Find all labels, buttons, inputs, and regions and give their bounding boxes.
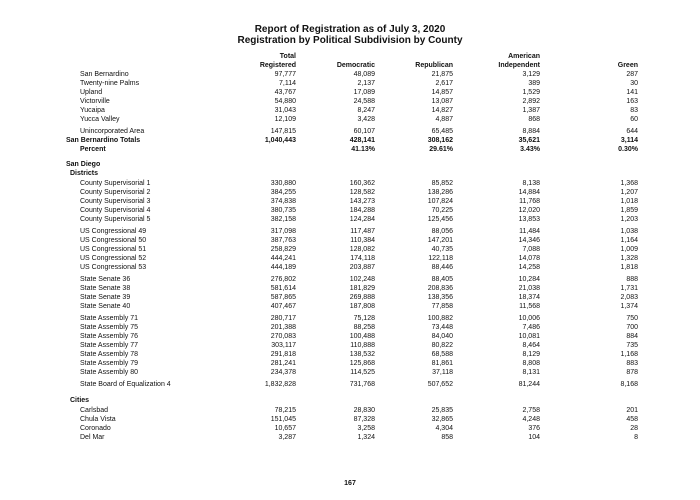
- cell-total-registered: 3,287: [278, 434, 296, 441]
- cell-total-registered: 147,815: [270, 128, 296, 135]
- cell-green: 141: [626, 89, 638, 96]
- cell-american-independent: 81,244: [518, 381, 540, 388]
- cell-republican: 70,225: [431, 207, 453, 214]
- cell-american-independent: 868: [528, 116, 540, 123]
- cell-democratic: 24,588: [353, 98, 375, 105]
- cell-republican: 88,405: [431, 276, 453, 283]
- page-number: 167: [344, 480, 356, 487]
- cell-republican: 4,304: [435, 425, 453, 432]
- cell-total-registered: 407,467: [270, 303, 296, 310]
- cell-democratic: 87,328: [353, 416, 375, 423]
- cell-democratic: 110,888: [350, 342, 375, 349]
- cell-republican: 2,617: [435, 80, 453, 87]
- row-label: Del Mar: [80, 434, 105, 441]
- cell-democratic: 110,384: [350, 237, 375, 244]
- row-label: Twenty-nine Palms: [80, 80, 140, 87]
- row-label: US Congressional 50: [80, 237, 147, 244]
- table-row: [0, 106, 700, 115]
- table-row: [0, 293, 700, 302]
- cell-total-registered: 382,158: [270, 216, 296, 223]
- cell-american-independent: 3.43%: [520, 146, 540, 153]
- cell-american-independent: 10,284: [518, 276, 540, 283]
- cell-democratic: 181,829: [349, 285, 375, 292]
- cell-total-registered: 444,189: [270, 264, 296, 271]
- table-row: [0, 359, 700, 368]
- row-label: Districts: [70, 170, 99, 177]
- cell-republican: 21,875: [431, 71, 453, 78]
- cell-republican: 858: [441, 434, 453, 441]
- cell-total-registered: 234,378: [270, 369, 296, 376]
- cell-american-independent: 14,346: [518, 237, 540, 244]
- table-row: [0, 88, 700, 97]
- row-label: Percent: [80, 146, 106, 153]
- row-label: State Assembly 78: [80, 351, 138, 358]
- cell-democratic: 3,428: [357, 116, 375, 123]
- cell-democratic: 124,284: [349, 216, 375, 223]
- cell-republican: 138,356: [427, 294, 453, 301]
- cell-republican: 507,652: [427, 381, 453, 388]
- table-row: [0, 79, 700, 88]
- cell-total-registered: 330,880: [270, 180, 296, 187]
- table-row: [0, 236, 700, 245]
- cell-green: 735: [626, 342, 638, 349]
- cell-total-registered: 1,040,443: [264, 137, 296, 144]
- cell-democratic: 75,128: [353, 315, 375, 322]
- report-subtitle: Registration by Political Subdivision by County: [237, 35, 463, 46]
- cell-total-registered: 258,829: [270, 246, 296, 253]
- header-green: Green: [617, 62, 638, 69]
- cell-democratic: 731,768: [349, 381, 375, 388]
- cell-republican: 73,448: [431, 324, 453, 331]
- row-label: Carlsbad: [80, 407, 109, 414]
- row-label: State Assembly 80: [80, 369, 138, 376]
- cell-green: 1,328: [620, 255, 638, 262]
- cell-total-registered: 587,865: [270, 294, 296, 301]
- cell-republican: 37,118: [432, 369, 453, 376]
- cell-democratic: 48,089: [353, 71, 375, 78]
- cell-green: 1,731: [620, 285, 638, 292]
- cell-green: 1,207: [620, 189, 638, 196]
- row-label: County Supervisorial 2: [80, 189, 151, 196]
- cell-total-registered: 581,614: [270, 285, 296, 292]
- cell-american-independent: 11,768: [519, 198, 540, 205]
- cell-total-registered: 276,802: [270, 276, 296, 283]
- cell-green: 1,168: [620, 351, 638, 358]
- table-row: [0, 396, 700, 405]
- cell-democratic: 203,887: [349, 264, 375, 271]
- row-label: State Assembly 75: [80, 324, 138, 331]
- row-label: County Supervisorial 1: [80, 180, 151, 187]
- cell-green: 0.30%: [618, 146, 638, 153]
- row-label: State Senate 40: [80, 303, 131, 310]
- cell-democratic: 174,118: [350, 255, 375, 262]
- table-row: [0, 350, 700, 359]
- cell-democratic: 125,868: [349, 360, 375, 367]
- cell-democratic: 28,830: [353, 407, 375, 414]
- cell-total-registered: 201,388: [270, 324, 296, 331]
- cell-democratic: 114,525: [350, 369, 375, 376]
- cell-total-registered: 380,735: [270, 207, 296, 214]
- cell-green: 878: [626, 369, 638, 376]
- table-row: [0, 206, 700, 215]
- row-label: US Congressional 49: [80, 228, 147, 235]
- row-label: State Senate 39: [80, 294, 131, 301]
- cell-american-independent: 8,138: [522, 180, 540, 187]
- cell-american-independent: 4,248: [522, 416, 540, 423]
- cell-democratic: 102,248: [349, 276, 375, 283]
- row-label: US Congressional 53: [80, 264, 147, 271]
- cell-green: 458: [626, 416, 638, 423]
- row-label: US Congressional 52: [80, 255, 147, 262]
- row-label: Yucca Valley: [80, 116, 120, 123]
- cell-democratic: 428,141: [349, 137, 375, 144]
- cell-green: 287: [626, 71, 638, 78]
- table-row: [0, 160, 700, 169]
- row-label: Upland: [80, 89, 103, 96]
- cell-total-registered: 54,880: [274, 98, 296, 105]
- cell-green: 1,368: [620, 180, 638, 187]
- cell-total-registered: 10,657: [274, 425, 296, 432]
- cell-green: 8,168: [620, 381, 638, 388]
- row-label: Chula Vista: [80, 416, 116, 423]
- cell-democratic: 3,258: [357, 425, 375, 432]
- table-row: [0, 179, 700, 188]
- cell-total-registered: 78,215: [274, 407, 296, 414]
- cell-republican: 13,087: [431, 98, 453, 105]
- cell-american-independent: 8,884: [522, 128, 540, 135]
- cell-democratic: 117,487: [350, 228, 375, 235]
- cell-green: 700: [626, 324, 638, 331]
- cell-democratic: 8,247: [357, 107, 375, 114]
- cell-american-independent: 1,387: [522, 107, 540, 114]
- cell-democratic: 41.13%: [351, 146, 375, 153]
- header-american-independent: American Independent: [498, 53, 540, 69]
- cell-american-independent: 11,568: [519, 303, 540, 310]
- cell-republican: 80,822: [431, 342, 453, 349]
- cell-total-registered: 151,045: [270, 416, 296, 423]
- cell-republican: 77,858: [431, 303, 453, 310]
- cell-democratic: 60,107: [353, 128, 375, 135]
- cell-total-registered: 270,083: [270, 333, 296, 340]
- cell-democratic: 17,089: [353, 89, 375, 96]
- cell-total-registered: 374,838: [270, 198, 296, 205]
- cell-democratic: 138,532: [349, 351, 375, 358]
- table-row: [0, 263, 700, 272]
- cell-american-independent: 12,020: [518, 207, 540, 214]
- cell-total-registered: 1,832,828: [264, 381, 296, 388]
- row-label: State Assembly 79: [80, 360, 138, 367]
- cell-green: 1,018: [620, 198, 638, 205]
- row-label: Unincorporated Area: [80, 128, 145, 135]
- cell-republican: 32,865: [431, 416, 453, 423]
- cell-green: 28: [630, 425, 638, 432]
- cell-american-independent: 7,486: [522, 324, 540, 331]
- table-row: [0, 254, 700, 263]
- cell-american-independent: 376: [528, 425, 540, 432]
- cell-total-registered: 97,777: [274, 71, 296, 78]
- cell-democratic: 160,362: [349, 180, 375, 187]
- row-label: County Supervisorial 4: [80, 207, 151, 214]
- cell-american-independent: 21,038: [518, 285, 540, 292]
- cell-american-independent: 14,258: [518, 264, 540, 271]
- cell-republican: 138,286: [427, 189, 453, 196]
- cell-republican: 84,040: [431, 333, 453, 340]
- cell-democratic: 1,324: [357, 434, 375, 441]
- cell-american-independent: 13,853: [518, 216, 540, 223]
- cell-american-independent: 14,884: [518, 189, 540, 196]
- table-row: [0, 188, 700, 197]
- cell-american-independent: 18,374: [518, 294, 540, 301]
- cell-green: 1,009: [620, 246, 638, 253]
- header-total-top: Total: [279, 53, 296, 60]
- cell-republican: 100,882: [427, 315, 453, 322]
- cell-democratic: 128,082: [349, 246, 375, 253]
- row-label: County Supervisorial 5: [80, 216, 151, 223]
- cell-republican: 85,852: [431, 180, 453, 187]
- table-row: [0, 424, 700, 433]
- cell-democratic: 143,273: [349, 198, 375, 205]
- cell-republican: 68,588: [431, 351, 453, 358]
- cell-democratic: 269,888: [349, 294, 375, 301]
- cell-republican: 88,056: [431, 228, 453, 235]
- table-row: [0, 314, 700, 323]
- cell-green: 60: [630, 116, 638, 123]
- row-label: US Congressional 51: [80, 246, 147, 253]
- row-label: Coronado: [80, 425, 111, 432]
- cell-republican: 4,887: [435, 116, 453, 123]
- cell-total-registered: 291,818: [270, 351, 296, 358]
- cell-democratic: 88,258: [353, 324, 375, 331]
- cell-republican: 81,861: [431, 360, 453, 367]
- table-row: [0, 70, 700, 79]
- row-label: State Board of Equalization 4: [80, 381, 171, 388]
- table-row: [0, 275, 700, 284]
- cell-american-independent: 2,758: [522, 407, 540, 414]
- table-row: [0, 145, 700, 154]
- cell-green: 3,114: [620, 137, 638, 144]
- table-row: [0, 197, 700, 206]
- cell-total-registered: 31,043: [274, 107, 296, 114]
- cell-democratic: 184,288: [349, 207, 375, 214]
- table-row: [0, 415, 700, 424]
- cell-republican: 308,162: [427, 137, 453, 144]
- header-republican: Republican: [415, 62, 453, 69]
- table-row: [0, 341, 700, 350]
- row-label: State Assembly 77: [80, 342, 138, 349]
- cell-green: 2,083: [620, 294, 638, 301]
- header-total-bottom: Registered: [259, 62, 296, 69]
- cell-democratic: 100,488: [349, 333, 375, 340]
- table-row: [0, 97, 700, 106]
- cell-total-registered: 43,767: [274, 89, 296, 96]
- cell-total-registered: 384,255: [270, 189, 296, 196]
- row-label: San Bernardino: [80, 71, 129, 78]
- cell-total-registered: 303,117: [271, 342, 296, 349]
- cell-republican: 65,485: [431, 128, 453, 135]
- table-row: [0, 433, 700, 442]
- cell-green: 1,164: [620, 237, 638, 244]
- cell-green: 884: [626, 333, 638, 340]
- cell-republican: 14,857: [431, 89, 453, 96]
- cell-american-independent: 7,088: [522, 246, 540, 253]
- cell-american-independent: 11,484: [519, 228, 540, 235]
- cell-american-independent: 8,129: [522, 351, 540, 358]
- table-row: [0, 332, 700, 341]
- cell-republican: 40,735: [431, 246, 453, 253]
- cell-green: 1,859: [620, 207, 638, 214]
- cell-american-independent: 10,081: [518, 333, 540, 340]
- cell-total-registered: 444,241: [270, 255, 296, 262]
- header-democratic: Democratic: [336, 62, 375, 69]
- cell-republican: 147,201: [427, 237, 453, 244]
- cell-total-registered: 12,109: [274, 116, 296, 123]
- cell-green: 163: [626, 98, 638, 105]
- cell-american-independent: 8,131: [522, 369, 540, 376]
- cell-american-independent: 35,621: [518, 137, 540, 144]
- cell-american-independent: 389: [528, 80, 540, 87]
- cell-total-registered: 7,114: [279, 80, 296, 87]
- cell-republican: 208,836: [427, 285, 453, 292]
- cell-total-registered: 317,098: [270, 228, 296, 235]
- table-row: [0, 227, 700, 236]
- cell-green: 83: [630, 107, 638, 114]
- cell-american-independent: 8,808: [522, 360, 540, 367]
- cell-green: 888: [626, 276, 638, 283]
- cell-total-registered: 281,241: [270, 360, 296, 367]
- cell-american-independent: 8,464: [522, 342, 540, 349]
- table-row: [0, 115, 700, 124]
- cell-total-registered: 280,717: [270, 315, 296, 322]
- table-row: [0, 284, 700, 293]
- table-row: [0, 368, 700, 377]
- cell-american-independent: 3,129: [522, 71, 540, 78]
- cell-republican: 88,446: [431, 264, 453, 271]
- table-row: [0, 169, 700, 178]
- cell-green: 1,818: [620, 264, 638, 271]
- cell-republican: 14,827: [431, 107, 453, 114]
- table-row: [0, 245, 700, 254]
- cell-democratic: 187,808: [349, 303, 375, 310]
- row-label: State Assembly 71: [80, 315, 138, 322]
- cell-american-independent: 104: [528, 434, 540, 441]
- row-label: Yucaipa: [80, 107, 105, 114]
- table-row: [0, 136, 700, 145]
- table-row: [0, 323, 700, 332]
- cell-green: 201: [626, 407, 638, 414]
- cell-american-independent: 14,078: [518, 255, 540, 262]
- cell-republican: 25,835: [431, 407, 453, 414]
- cell-green: 750: [626, 315, 638, 322]
- table-row: [0, 302, 700, 311]
- row-label: San Bernardino Totals: [66, 137, 141, 144]
- table-row: [0, 127, 700, 136]
- table-row: [0, 380, 700, 389]
- cell-green: 30: [630, 80, 638, 87]
- cell-democratic: 128,582: [349, 189, 375, 196]
- table-row: [0, 215, 700, 224]
- cell-democratic: 2,137: [357, 80, 375, 87]
- header-total: [260, 52, 296, 70]
- row-label: State Senate 36: [80, 276, 131, 283]
- cell-republican: 107,824: [427, 198, 453, 205]
- cell-green: 1,038: [620, 228, 638, 235]
- cell-american-independent: 1,529: [522, 89, 540, 96]
- cell-republican: 122,118: [428, 255, 453, 262]
- row-label: Cities: [70, 397, 90, 404]
- cell-total-registered: 387,763: [270, 237, 296, 244]
- cell-green: 644: [626, 128, 638, 135]
- row-label: County Supervisorial 3: [80, 198, 151, 205]
- row-label: State Assembly 76: [80, 333, 138, 340]
- cell-green: 1,203: [620, 216, 638, 223]
- cell-green: 883: [626, 360, 638, 367]
- row-label: Victorville: [80, 98, 110, 105]
- cell-republican: 29.61%: [429, 146, 453, 153]
- cell-green: 8: [634, 434, 638, 441]
- cell-american-independent: 10,006: [518, 315, 540, 322]
- row-label: State Senate 38: [80, 285, 131, 292]
- row-label: San Diego: [66, 161, 101, 168]
- report-title: Report of Registration as of July 3, 2020: [254, 24, 446, 35]
- cell-american-independent: 2,892: [522, 98, 540, 105]
- cell-republican: 125,456: [427, 216, 453, 223]
- cell-green: 1,374: [620, 303, 638, 310]
- table-row: [0, 406, 700, 415]
